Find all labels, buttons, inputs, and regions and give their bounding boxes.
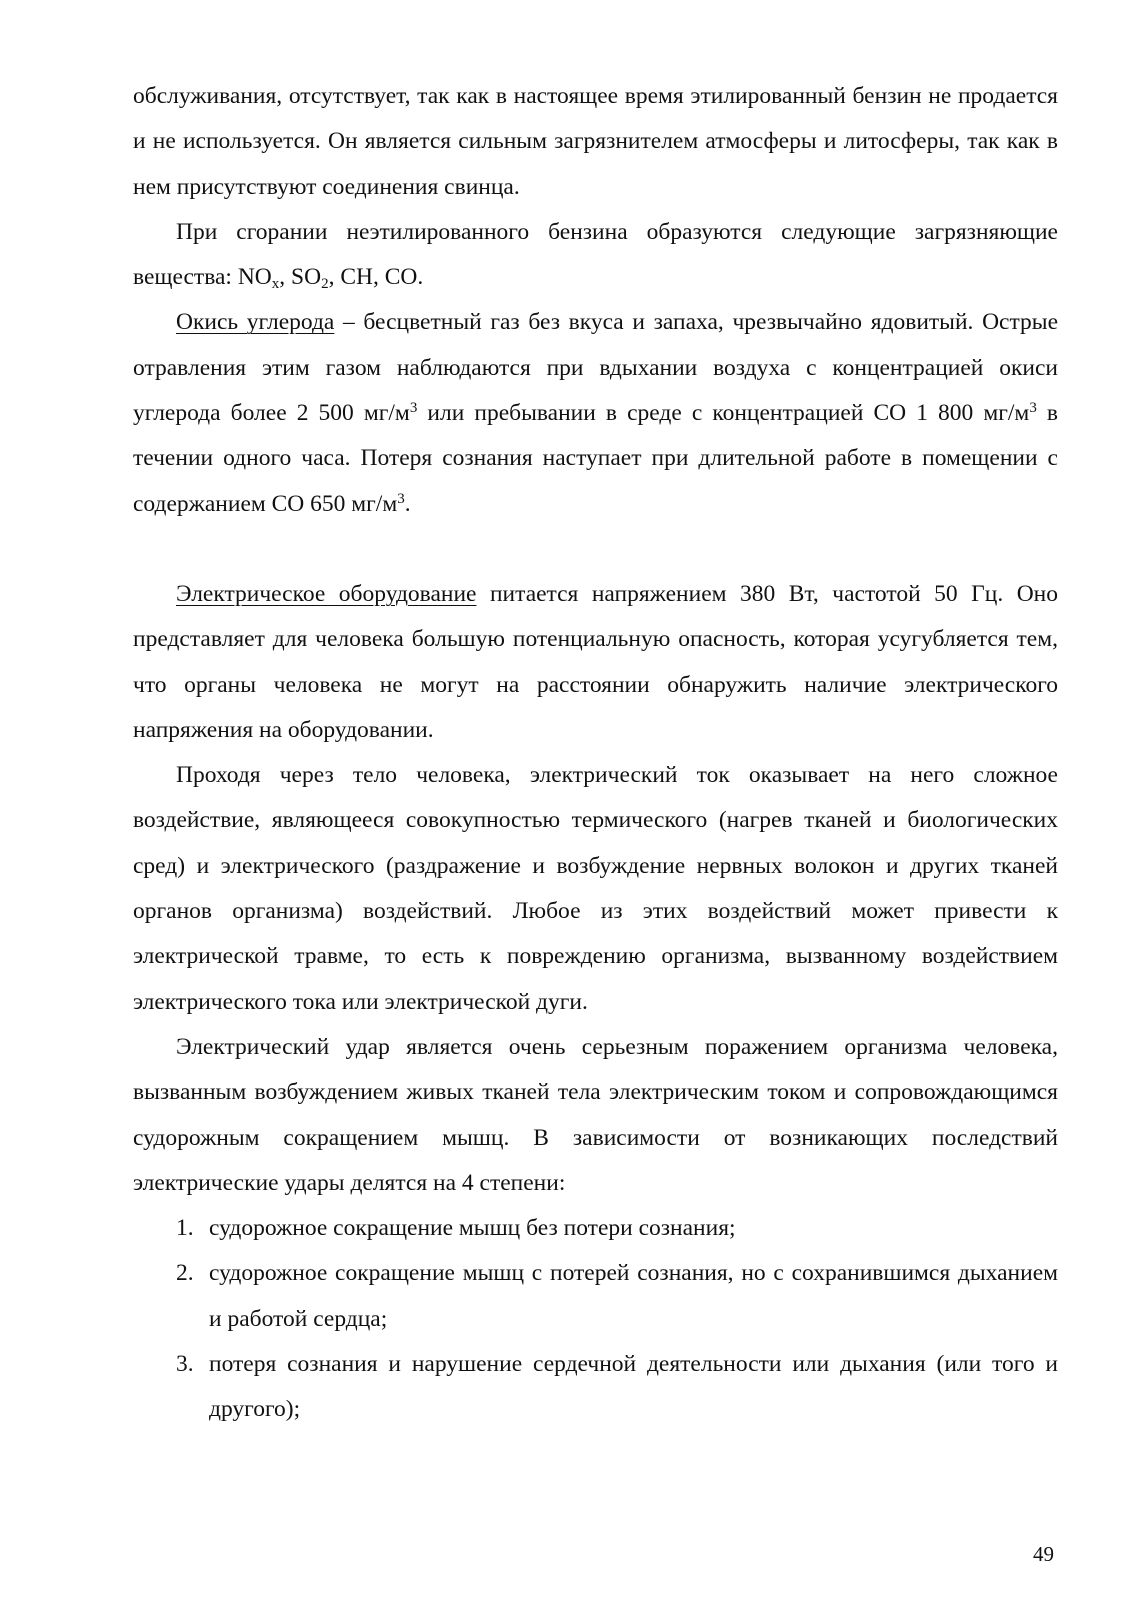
superscript-3: 3 <box>397 490 405 507</box>
list-item-text: судорожное сокращение мышц без потери сознания; <box>209 1215 736 1242</box>
paragraph-electric-shock: Электрический удар является очень серьезным поражением организма человека, вызванным возбуждением живых тканей тела электрическим током и сопровождающимся судорожным сокращением мышц. В зависимости от возникающих последствий электрические удары делятся на 4 степени: <box>133 1033 1058 1196</box>
list-item-text: судорожное сокращение мышц с потерей сознания, но с сохранившимся дыханием и работой сердца; <box>209 1260 1058 1332</box>
paragraph-carbon-monoxide <box>133 300 1058 526</box>
superscript-2: 3 <box>1029 399 1037 416</box>
co-text-2: или пребывании в среде с концентрацией CO 1 800 мг/м <box>417 400 1030 427</box>
paragraph-current-effects: Проходя через тело человека, электрический ток оказывает на него сложное воздействие, являющееся совокупностью термического (нагрев тканей и биологических сред) и электрического (раздражение и возбуждение нервных волокон и других тканей органов организма) воздействий. Любое из этих воздействий может привести к электрической травме, то есть к повреждению организма, вызванному воздействием электрического тока или электрической дуги. <box>133 762 1058 1015</box>
paragraph-continuation: обслуживания, отсутствует, так как в настоящее время этилированный бензин не продается и не используется. Он является сильным загрязнителем атмосферы и литосферы, так как в нем присутствуют соединения свинца. <box>133 83 1058 200</box>
superscript-1: 3 <box>409 399 418 416</box>
equipment-text: питается напряжением 380 Вт, частотой 50 Гц. Оно представляет для человека большую потенциальную опасность, которая усугубляется тем, что органы человека не могут на расстоянии обнаружить наличие электрического напряжения на оборудовании. <box>133 580 1058 743</box>
subscript-2: 2 <box>321 275 329 292</box>
list-item-number: 3. <box>176 1351 194 1378</box>
co-text-3: в течении одного часа. Потеря сознания наступает при длительной работе в помещении с содержанием CO 650 мг/м <box>133 400 1058 517</box>
list-item-text: потеря сознания и нарушение сердечной деятельности или дыхания (или того и другого); <box>209 1351 1058 1423</box>
list-item <box>133 1206 1058 1251</box>
shock-degrees-list <box>133 1206 1058 1432</box>
list-item <box>133 1251 1058 1342</box>
list-item-number: 2. <box>176 1260 194 1287</box>
subscript-x: x <box>271 275 280 292</box>
list-item <box>133 1342 1058 1433</box>
paragraph-pollutants <box>133 210 1058 301</box>
page-number: 49 <box>1033 1542 1054 1566</box>
pollutants-end: , CH, CO. <box>328 264 424 291</box>
paragraph-gap <box>133 527 1058 572</box>
pollutants-text: При сгорании неэтилированного бензина образуются следующие загрязняющие вещества: NO <box>133 218 1058 291</box>
pollutants-mid: , SO <box>279 264 322 291</box>
list-item-number: 1. <box>176 1215 194 1242</box>
document-page <box>133 74 1058 1433</box>
paragraph-electrical-equipment <box>133 572 1058 753</box>
term-electrical-equipment: Электрическое оборудование <box>176 580 477 607</box>
co-text-1: – бесцветный газ без вкуса и запаха, чрезвычайно ядовитый. Острые отравления этим газом наблюдаются при вдыхании воздуха с концентрацией окиси углерода более 2 500 мг/м <box>133 309 1058 427</box>
term-carbon-monoxide: Окись углерода <box>176 309 335 336</box>
co-text-4: . <box>404 490 411 517</box>
